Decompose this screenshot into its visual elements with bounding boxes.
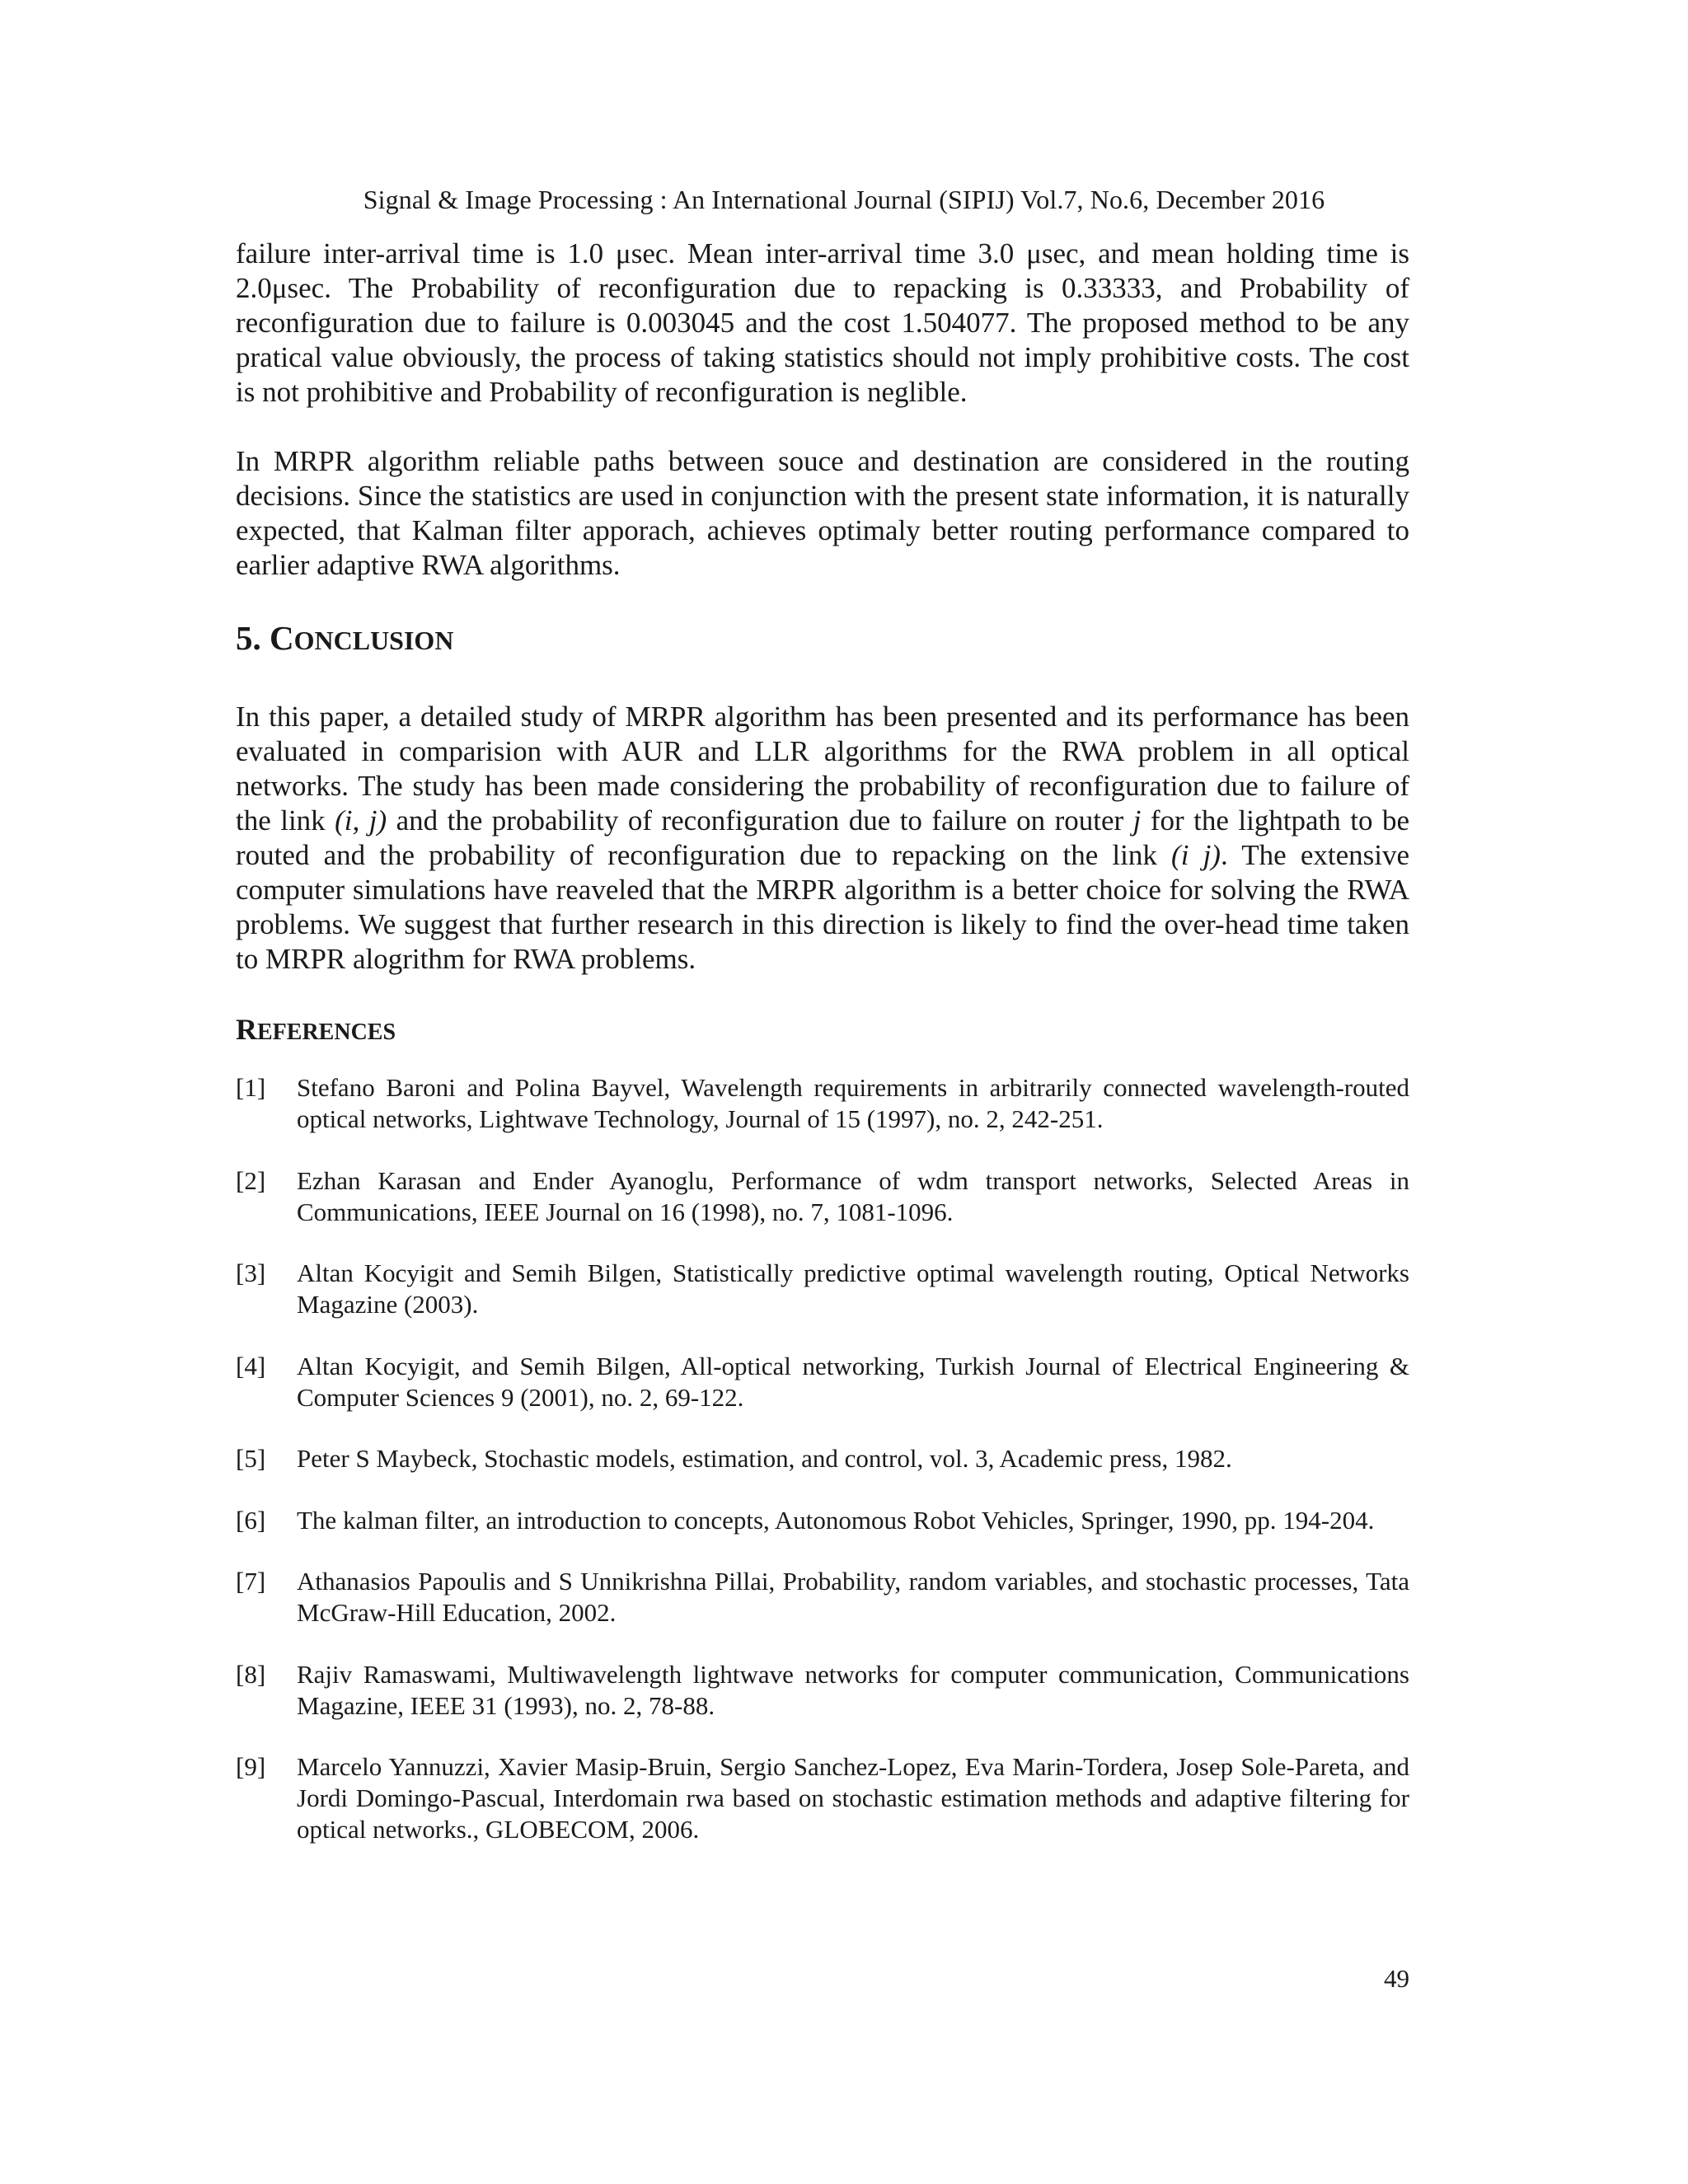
reference-item: [236, 1072, 1409, 1135]
reference-item: [236, 1659, 1409, 1722]
reference-item: [236, 1351, 1409, 1413]
reference-item: [236, 1443, 1409, 1474]
references-heading: [236, 1011, 1409, 1061]
reference-number: [1]: [236, 1073, 266, 1102]
reference-item: [236, 1165, 1409, 1228]
body-paragraph-2: In MRPR algorithm reliable paths between souce and destination are considered in the routing decisions. Since the statistics are used in conjunction with the present state information, it is naturally expected, that Kalman filter apporach, achieves optimaly better routing performance compared to earlier adaptive RWA algorithms.: [236, 445, 1409, 581]
reference-item: [236, 1258, 1409, 1320]
math-link-ij: (i, j): [335, 804, 387, 837]
reference-text: Altan Kocyigit and Semih Bilgen, Statistically predictive optimal wavelength routing, Optical Networks Magazine (2003).: [297, 1258, 1409, 1319]
running-header: Signal & Image Processing : An International Journal (SIPIJ) Vol.7, No.6, December 2016: [363, 185, 1325, 214]
section-heading-rest: ONCLUSION: [293, 626, 454, 655]
reference-text: Ezhan Karasan and Ender Ayanoglu, Performance of wdm transport networks, Selected Areas in Communications, IEEE Journal on 16 (1998), no. 7, 1081-1096.: [297, 1165, 1409, 1226]
reference-text: The kalman filter, an introduction to concepts, Autonomous Robot Vehicles, Springer, 1990, pp. 194-204.: [297, 1505, 1375, 1535]
conclusion-text-3: for the lightpath to be routed and the probability of reconfiguration due to repacking on the link: [236, 804, 1409, 871]
reference-text: Athanasios Papoulis and S Unnikrishna Pillai, Probability, random variables, and stochastic processes, Tata McGraw-Hill Education, 2002.: [297, 1567, 1409, 1627]
conclusion-text-1: In this paper, a detailed study of MRPR algorithm has been presented and its performance has been evaluated in comparision with AUR and LLR algorithms for the RWA problem in all optical networks. The study has been made considering the probability of reconfiguration due to failure of the link: [236, 701, 1409, 837]
references-heading-rest: EFERENCES: [257, 1019, 396, 1045]
reference-text: Rajiv Ramaswami, Multiwavelength lightwave networks for computer communication, Communications Magazine, IEEE 31 (1993), no. 2, 78-88.: [297, 1659, 1409, 1720]
reference-number: [5]: [236, 1444, 266, 1473]
section-number: 5.: [236, 619, 270, 657]
conclusion-text-2: and the probability of reconfiguration due to failure on router: [387, 804, 1133, 837]
references-heading-initial: R: [236, 1013, 257, 1046]
reference-item: [236, 1566, 1409, 1629]
math-router-j: j: [1132, 804, 1142, 837]
reference-item: [236, 1751, 1409, 1845]
conclusion-text-4: . The extensive computer simulations have reaveled that the MRPR algorithm is a better choice for solving the RWA problems. We suggest that further research in this direction is likely to find the over-head time taken to MRPR alogrithm for RWA problems.: [236, 839, 1409, 975]
conclusion-paragraph: [236, 700, 1409, 977]
math-link-ij-2: (i j): [1171, 839, 1221, 871]
page-content: [236, 237, 1409, 1876]
body-paragraph-1: failure inter-arrival time is 1.0 μsec. Mean inter-arrival time 3.0 μsec, and mean holding time is 2.0μsec. The Probability of reconfiguration due to repacking is 0.33333, and Probability of reconfiguration due to failure is 0.003045 and the cost 1.504077. The proposed method to be any pratical value obviously, the process of taking statistics should not imply prohibitive costs. The cost is not prohibitive and Probability of reconfiguration is neglible.: [236, 237, 1409, 408]
reference-number: [7]: [236, 1567, 266, 1596]
reference-number: [9]: [236, 1752, 266, 1781]
reference-number: [6]: [236, 1505, 266, 1535]
page-number: 49: [1384, 1964, 1409, 1993]
reference-text: Marcelo Yannuzzi, Xavier Masip-Bruin, Sergio Sanchez-Lopez, Eva Marin-Tordera, Josep Sole-Pareta, and Jordi Domingo-Pascual, Interdomain rwa based on stochastic estimation methods and adaptive filtering for optical networks., GLOBECOM, 2006.: [297, 1752, 1409, 1844]
reference-item: [236, 1505, 1409, 1536]
reference-number: [4]: [236, 1351, 266, 1380]
reference-list: [236, 1072, 1409, 1845]
reference-text: Altan Kocyigit, and Semih Bilgen, All-optical networking, Turkish Journal of Electrical Engineering & Computer Sciences 9 (2001), no. 2, 69-122.: [297, 1351, 1409, 1412]
reference-text: Stefano Baroni and Polina Bayvel, Wavelength requirements in arbitrarily connected wavelength-routed optical networks, Lightwave Technology, Journal of 15 (1997), no. 2, 242-251.: [297, 1073, 1409, 1133]
reference-number: [8]: [236, 1659, 266, 1689]
reference-text: Peter S Maybeck, Stochastic models, estimation, and control, vol. 3, Academic press, 1982.: [297, 1444, 1232, 1473]
reference-number: [2]: [236, 1165, 266, 1195]
section-heading-conclusion: [236, 617, 1409, 672]
section-heading-initial: C: [270, 619, 294, 657]
reference-number: [3]: [236, 1258, 266, 1287]
